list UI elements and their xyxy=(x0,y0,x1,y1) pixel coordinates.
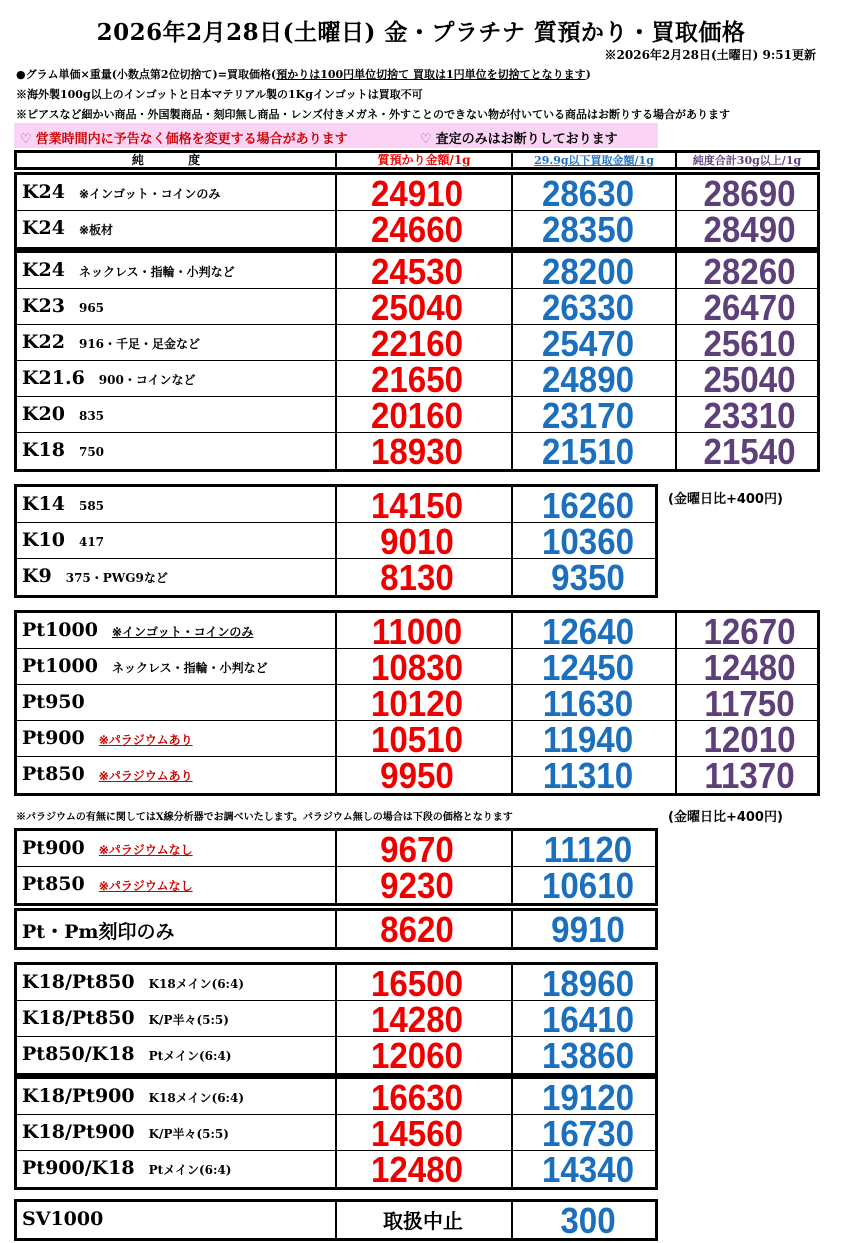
buy-price: 11120 xyxy=(543,829,633,870)
pawn-price: 9230 xyxy=(380,865,454,906)
purity-grade: Pt900 xyxy=(22,727,85,749)
table-row xyxy=(17,557,655,598)
note-rounding-rule: 預かりは100円単位切捨て 買取は1円単位を切捨てとなります xyxy=(276,68,586,81)
heart-icon: ♡ xyxy=(20,132,32,147)
purity-label xyxy=(22,439,104,461)
buy-price: 21510 xyxy=(541,431,635,472)
pawn-price: 9950 xyxy=(380,755,454,796)
purity-detail: K18メイン(6:4) xyxy=(148,977,244,991)
purity-grade: K14 xyxy=(22,493,65,515)
friday-comparison-note: (金曜日比+400円) xyxy=(668,810,783,825)
page-title: 2026年2月28日(土曜日) 金・プラチナ 質預かり・買取価格 xyxy=(96,19,746,46)
pawn-discontinued: 取扱中止 xyxy=(383,1209,463,1233)
purity-grade: K24 xyxy=(22,181,65,203)
purity-detail: ※インゴット・コインのみ xyxy=(111,625,254,639)
buy-price: 24890 xyxy=(541,359,635,400)
pawn-price: 22160 xyxy=(370,323,464,364)
buy-price: 13860 xyxy=(541,1035,635,1076)
purity-label xyxy=(22,655,268,677)
purity-label xyxy=(22,1007,229,1029)
buy-price: 26330 xyxy=(541,287,635,328)
pawn-price: 10120 xyxy=(370,683,464,724)
bulk-price: 25040 xyxy=(703,359,796,400)
purity-label xyxy=(22,367,196,389)
buy-price: 16730 xyxy=(541,1113,635,1154)
purity-label xyxy=(22,1157,231,1179)
pawn-price: 14280 xyxy=(370,999,464,1040)
table-row xyxy=(17,829,655,870)
warning-price-change xyxy=(20,128,348,147)
purity-grade: Pt900 xyxy=(22,837,85,859)
pawn-price: 24660 xyxy=(370,209,464,250)
buy-price: 12450 xyxy=(541,647,635,688)
header-buy: 29.9g以下買取金額/1g xyxy=(534,154,654,167)
warning-price-change-text: 営業時間内に予告なく価格を変更する場合があります xyxy=(35,132,348,147)
price-group-9 xyxy=(14,1199,658,1241)
purity-detail: K18メイン(6:4) xyxy=(148,1091,244,1105)
buy-price: 14340 xyxy=(541,1149,635,1190)
pawn-price: 9010 xyxy=(380,521,454,562)
table-row xyxy=(17,323,817,364)
table-row xyxy=(17,647,817,688)
bulk-price: 12670 xyxy=(703,611,796,652)
purity-label xyxy=(22,619,253,641)
purity-label xyxy=(22,403,104,425)
palladium-note: ※パラジウムの有無に関してはX線分析器でお調べいたします。パラジウム無しの場合は下段の価格となります xyxy=(16,812,513,823)
price-group-3 xyxy=(14,484,658,598)
purity-detail: ※板材 xyxy=(78,223,114,237)
purity-grade: K21.6 xyxy=(22,367,85,389)
table-row xyxy=(17,359,817,400)
update-timestamp: ※2026年2月28日(土曜日) 9:51更新 xyxy=(604,48,816,62)
table-row xyxy=(17,1149,655,1190)
purity-grade: Pt1000 xyxy=(22,655,98,677)
buy-price: 28200 xyxy=(541,251,635,292)
purity-detail: ※パラジウムなし xyxy=(98,843,193,857)
purity-label xyxy=(22,259,235,281)
purity-label xyxy=(22,529,104,551)
header-bulk: 純度合計30g以上/1g xyxy=(692,154,802,167)
table-row xyxy=(17,1035,655,1076)
purity-detail: 835 xyxy=(78,409,105,423)
table-row xyxy=(17,395,817,436)
table-row xyxy=(17,1200,655,1241)
buy-price: 11630 xyxy=(542,683,634,724)
purity-grade: K18/Pt900 xyxy=(22,1085,135,1107)
purity-grade: K18/Pt900 xyxy=(22,1121,135,1143)
buy-price: 9350 xyxy=(551,557,625,598)
buy-price: 16260 xyxy=(541,485,635,526)
buy-price: 19120 xyxy=(541,1077,635,1118)
purity-detail: 916・千足・足金など xyxy=(78,337,201,351)
table-row xyxy=(17,251,817,292)
purity-grade: Pt950 xyxy=(22,691,85,713)
purity-label xyxy=(22,565,168,587)
buy-price: 18960 xyxy=(541,963,635,1004)
header-purity: 純 度 xyxy=(131,153,221,167)
pawn-price: 24910 xyxy=(370,173,464,214)
pawn-price: 10510 xyxy=(370,719,464,760)
purity-detail: 585 xyxy=(78,499,105,513)
pawn-price: 9670 xyxy=(380,829,454,870)
bulk-price: 28260 xyxy=(703,251,796,292)
table-row xyxy=(17,287,817,328)
table-row xyxy=(17,611,817,652)
purity-detail: 375・PWG9など xyxy=(65,571,168,585)
purity-grade: K18/Pt850 xyxy=(22,971,135,993)
purity-label xyxy=(22,331,200,353)
header-pawn: 質預かり金額/1g xyxy=(377,153,471,167)
warning-appraisal-only xyxy=(420,128,618,147)
pawn-price: 16630 xyxy=(370,1077,464,1118)
purity-grade: K24 xyxy=(22,259,65,281)
purity-label xyxy=(22,493,104,515)
purity-grade: K24 xyxy=(22,217,65,239)
bulk-price: 23310 xyxy=(703,395,796,436)
buy-price: 11310 xyxy=(542,755,634,796)
purity-grade: K18/Pt850 xyxy=(22,1007,135,1029)
buy-price: 9910 xyxy=(551,909,625,950)
purity-detail: ネックレス・指輪・小判など xyxy=(111,661,268,675)
purity-label xyxy=(22,917,174,944)
purity-grade: K22 xyxy=(22,331,65,353)
purity-detail: K/P半々(5:5) xyxy=(148,1127,229,1141)
purity-grade: SV1000 xyxy=(22,1208,104,1230)
buy-price: 23170 xyxy=(541,395,635,436)
note-close-paren: ) xyxy=(585,68,591,81)
purity-grade: Pt900/K18 xyxy=(22,1157,135,1179)
buy-price: 10360 xyxy=(541,521,635,562)
pawn-price: 21650 xyxy=(370,359,464,400)
table-row xyxy=(17,1113,655,1154)
purity-label xyxy=(22,971,244,993)
bulk-price: 26470 xyxy=(703,287,796,328)
note-formula-text: ●グラム単価×重量(小数点第2位切捨て)=買取価格( xyxy=(16,68,277,81)
purity-label xyxy=(22,1085,244,1107)
purity-grade: Pt850 xyxy=(22,873,85,895)
bulk-price: 12010 xyxy=(703,719,796,760)
table-row xyxy=(17,173,817,214)
heart-icon: ♡ xyxy=(420,132,432,147)
table-row xyxy=(17,683,817,724)
pawn-price: 8620 xyxy=(380,909,454,950)
purity-detail: 965 xyxy=(78,301,105,315)
pawn-price: 16500 xyxy=(370,963,464,1004)
pawn-price: 12060 xyxy=(370,1035,464,1076)
purity-label xyxy=(22,873,193,895)
bulk-price: 11370 xyxy=(704,755,795,796)
table-row xyxy=(17,999,655,1040)
friday-comparison-note: (金曜日比+400円) xyxy=(668,492,783,507)
purity-detail: 750 xyxy=(78,445,105,459)
table-row xyxy=(17,909,655,950)
purity-label xyxy=(22,727,193,749)
purity-label xyxy=(22,1208,103,1230)
bulk-price: 12480 xyxy=(703,647,796,688)
pawn-price: 14560 xyxy=(370,1113,464,1154)
purity-label xyxy=(22,837,193,859)
note-price-formula xyxy=(16,66,591,82)
pawn-price: 10830 xyxy=(370,647,464,688)
table-row xyxy=(17,865,655,906)
purity-grade: Pt1000 xyxy=(22,619,98,641)
purity-detail: ネックレス・指輪・小判など xyxy=(78,265,235,279)
bulk-price: 11750 xyxy=(704,683,795,724)
bulk-price: 25610 xyxy=(703,323,796,364)
pawn-price: 11000 xyxy=(371,611,463,652)
purity-grade: K20 xyxy=(22,403,65,425)
price-group-2 xyxy=(14,250,820,472)
pawn-price: 25040 xyxy=(370,287,464,328)
purity-label xyxy=(22,691,85,713)
purity-detail: ※パラジウムなし xyxy=(98,879,193,893)
buy-price: 16410 xyxy=(541,999,635,1040)
table-header xyxy=(14,150,820,170)
purity-label xyxy=(22,181,220,203)
purity-detail: 417 xyxy=(78,535,105,549)
purity-grade: K18 xyxy=(22,439,65,461)
price-group-1 xyxy=(14,172,820,250)
table-row xyxy=(17,963,655,1004)
purity-grade: K10 xyxy=(22,529,65,551)
table-row xyxy=(17,485,655,526)
buy-price: 11940 xyxy=(542,719,634,760)
table-row xyxy=(17,719,817,760)
table-row xyxy=(17,1077,655,1118)
purity-detail: ※パラジウムあり xyxy=(98,769,193,783)
purity-grade: Pt850 xyxy=(22,763,85,785)
buy-price: 12640 xyxy=(541,611,635,652)
buy-price: 28630 xyxy=(541,173,635,214)
purity-grade: Pt・Pm刻印のみ xyxy=(22,921,175,943)
purity-detail: ※インゴット・コインのみ xyxy=(78,187,221,201)
purity-detail: K/P半々(5:5) xyxy=(148,1013,229,1027)
pawn-price: 18930 xyxy=(370,431,464,472)
pawn-price: 20160 xyxy=(370,395,464,436)
purity-detail: 900・コインなど xyxy=(98,373,196,387)
price-group-7 xyxy=(14,962,658,1076)
purity-label xyxy=(22,763,193,785)
bulk-price: 21540 xyxy=(703,431,796,472)
table-row xyxy=(17,431,817,472)
note-refusal-items: ※ピアスなど細かい商品・外国製商品・刻印無し商品・レンズ付きメガネ・外すことのできない物が付いている商品はお断りする場合があります xyxy=(16,108,730,121)
table-row xyxy=(17,209,817,250)
pawn-price: 8130 xyxy=(380,557,454,598)
buy-price: 10610 xyxy=(541,865,635,906)
table-row xyxy=(17,521,655,562)
purity-label xyxy=(22,1043,231,1065)
bulk-price: 28690 xyxy=(703,173,796,214)
note-ingot-restriction: ※海外製100g以上のインゴットと日本マテリアル製の1Kgインゴットは買取不可 xyxy=(16,88,423,101)
table-row xyxy=(17,755,817,796)
pawn-price: 12480 xyxy=(370,1149,464,1190)
purity-grade: Pt850/K18 xyxy=(22,1043,135,1065)
pawn-price: 14150 xyxy=(370,485,464,526)
buy-price: 25470 xyxy=(541,323,635,364)
pawn-price: 24530 xyxy=(370,251,464,292)
purity-label xyxy=(22,1121,229,1143)
purity-label xyxy=(22,295,104,317)
price-group-8 xyxy=(14,1076,658,1190)
bulk-price: 28490 xyxy=(703,209,796,250)
price-group-4 xyxy=(14,610,820,796)
purity-grade: K23 xyxy=(22,295,65,317)
buy-price: 300 xyxy=(560,1200,616,1241)
buy-price: 28350 xyxy=(541,209,635,250)
warning-appraisal-only-text: 査定のみはお断りしております xyxy=(435,132,618,147)
price-group-6 xyxy=(14,908,658,950)
purity-grade: K9 xyxy=(22,565,52,587)
purity-label xyxy=(22,217,113,239)
purity-detail: ※パラジウムあり xyxy=(98,733,193,747)
purity-detail: Ptメイン(6:4) xyxy=(148,1163,232,1177)
purity-detail: Ptメイン(6:4) xyxy=(148,1049,232,1063)
price-group-5 xyxy=(14,828,658,906)
